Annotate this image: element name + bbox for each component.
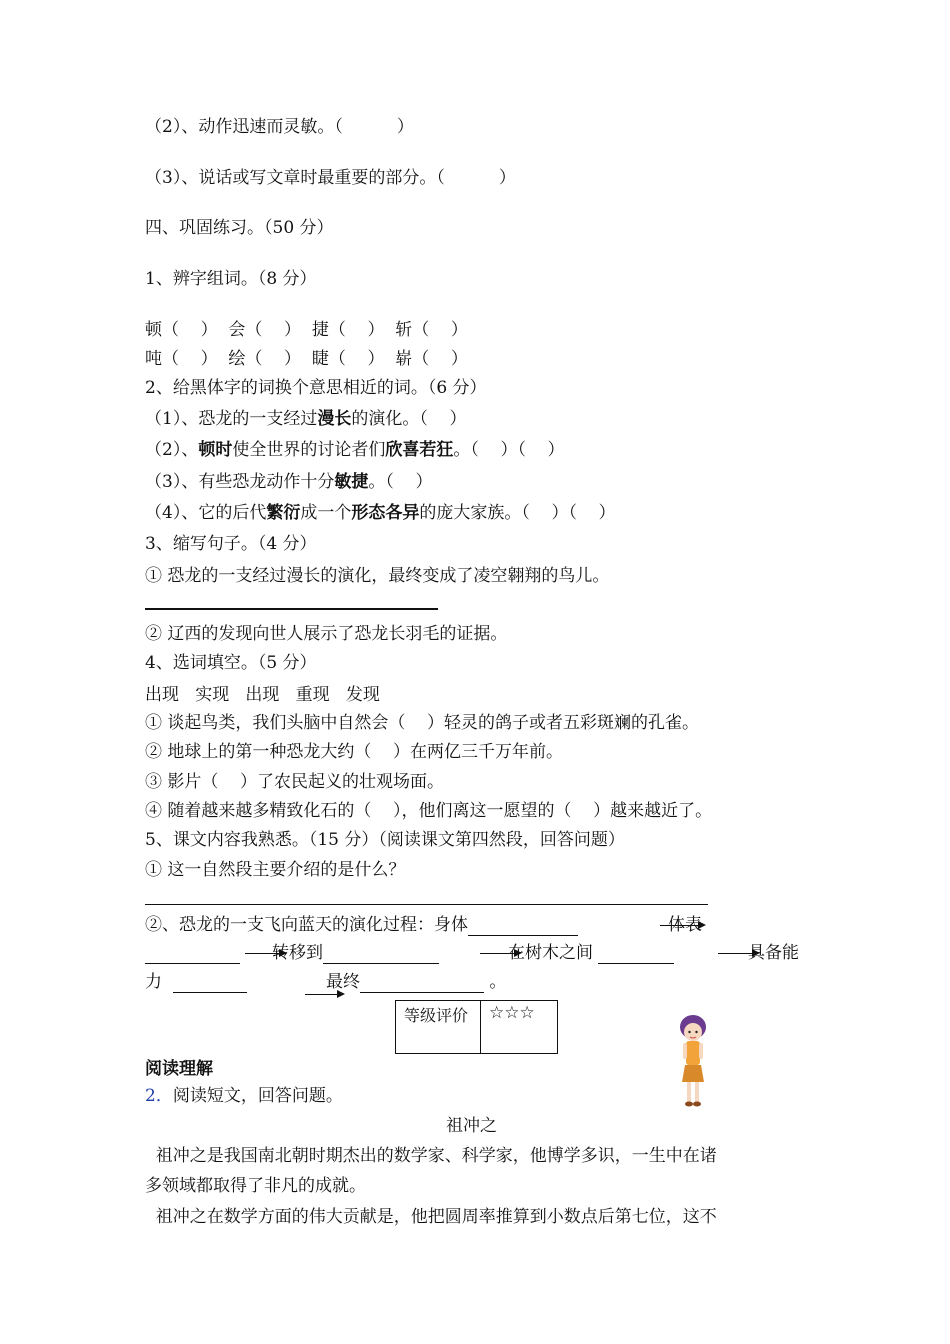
reading-heading: 阅读理解 xyxy=(145,1059,213,1079)
task-5-label-among-trees: 在树木之间 xyxy=(508,942,674,964)
flow-arrow xyxy=(305,994,343,995)
task-5-label-force: 力 xyxy=(145,971,247,993)
task-2-line-4: （4）、它的后代繁衍成一个形态各异的庞大家族。（ ）（ ） xyxy=(145,503,616,523)
task-4-sentence-3: ③ 影片（ ）了农民起义的壮观场面。 xyxy=(145,772,445,792)
passage-paragraph-1-line-1: 祖冲之是我国南北朝时期杰出的数学家、科学家，他博学多识，一生中在诸 xyxy=(145,1146,717,1166)
task-5-label-ability: 具备能 xyxy=(748,943,799,963)
task-3-answer-line[interactable] xyxy=(145,608,438,610)
s3-q2: （2）、动作迅速而灵敏。（ ） xyxy=(145,117,414,137)
task-5-title: 5、课文内容我熟悉。（15 分）（阅读课文第四然段，回答问题） xyxy=(145,830,625,850)
grade-stars[interactable]: ☆☆☆ xyxy=(481,1001,558,1054)
task-3-title: 3、缩写句子。（4 分） xyxy=(145,534,317,554)
cartoon-girl-image xyxy=(673,1010,713,1110)
task-2-line-1: （1）、恐龙的一支经过漫长的演化。（ ） xyxy=(145,409,467,429)
task-5-blank[interactable] xyxy=(145,942,240,964)
task-5-label-move-to: 转移到 xyxy=(272,942,439,964)
grade-label: 等级评价 xyxy=(396,1001,481,1054)
task-4-sentence-4: ④ 随着越来越多精致化石的（ ），他们离这一愿望的（ ）越来越近了。 xyxy=(145,801,713,821)
task-5-label-finally: 最终 。 xyxy=(326,972,507,992)
task-5-label-body-surface: 体表 xyxy=(668,915,702,935)
s3-q3: （3）、说话或写文章时最重要的部分。（ ） xyxy=(145,168,516,188)
task-2-line-3: （3）、有些恐龙动作十分敏捷。（ ） xyxy=(145,472,433,492)
task-4-sentence-1: ① 谈起鸟类，我们头脑中自然会（ ）轻灵的鸽子或者五彩斑斓的孔雀。 xyxy=(145,713,700,733)
reading-instruction: 2．阅读短文，回答问题。 xyxy=(145,1086,343,1106)
task-5-answer-line[interactable] xyxy=(145,904,708,905)
passage-paragraph-2-line-1: 祖冲之在数学方面的伟大贡献是，他把圆周率推算到小数点后第七位，这不 xyxy=(145,1207,717,1227)
task-1-row-1: 顿（ ） 会（ ） 捷（ ） 斩（ ） xyxy=(145,320,468,340)
task-4-title: 4、选词填空。（5 分） xyxy=(145,653,317,673)
task-1-title: 1、辨字组词。（8 分） xyxy=(145,269,317,289)
task-4-word-bank: 出现 实现 出现 重现 发现 xyxy=(145,685,380,705)
passage-title: 祖冲之 xyxy=(446,1116,497,1136)
flow-arrow xyxy=(660,925,704,926)
section-4-heading: 四、巩固练习。（50 分） xyxy=(145,218,334,238)
passage-paragraph-1-line-2: 多领域都取得了非凡的成就。 xyxy=(145,1176,366,1196)
task-4-sentence-2: ② 地球上的第一种恐龙大约（ ）在两亿三千万年前。 xyxy=(145,742,564,762)
task-3-sentence-2: ② 辽西的发现向世人展示了恐龙长羽毛的证据。 xyxy=(145,624,508,644)
task-1-row-2: 吨（ ） 绘（ ） 睫（ ） 崭（ ） xyxy=(145,349,468,369)
grade-table xyxy=(395,1000,558,1054)
task-5-question-2-line-1: ②、恐龙的一支飞向蓝天的演化过程：身体 xyxy=(145,914,578,936)
task-3-sentence-1: ① 恐龙的一支经过漫长的演化，最终变成了凌空翱翔的鸟儿。 xyxy=(145,566,610,586)
task-5-question-1: ① 这一自然段主要介绍的是什么？ xyxy=(145,860,406,880)
task-2-title: 2、给黑体字的词换个意思相近的词。（6 分） xyxy=(145,378,487,398)
task-2-line-2: （2）、顿时使全世界的讨论者们欣喜若狂。（ ）（ ） xyxy=(145,440,565,460)
